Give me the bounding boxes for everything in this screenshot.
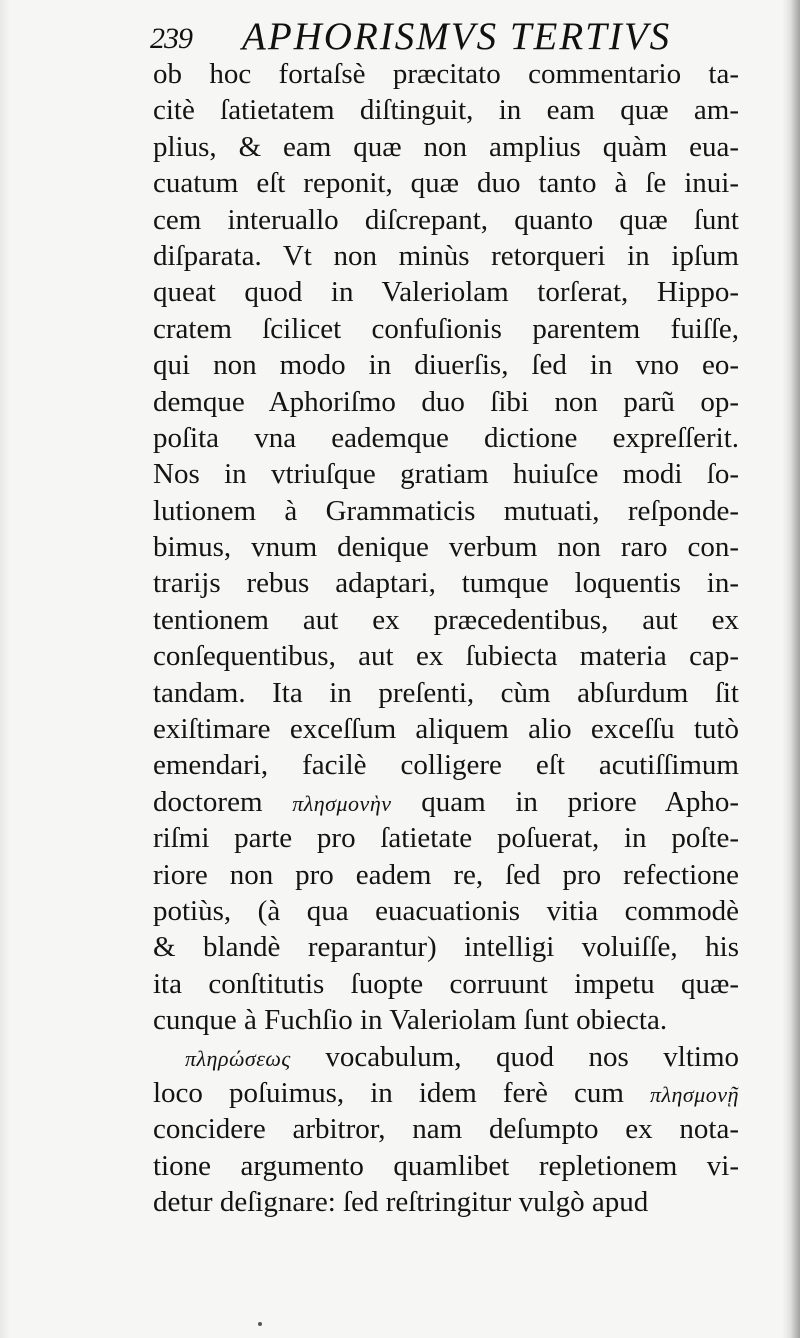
text-line — [153, 784, 739, 820]
text-line: bimus, vnum denique verbum non raro con- — [153, 531, 739, 564]
text-line: emendari, facilè colligere eſt acutiſſimum — [153, 749, 739, 782]
page-gutter-shadow — [782, 0, 800, 1338]
text-line: lutionem à Grammaticis mutuati, reſponde- — [153, 494, 739, 527]
text-line: citè ſatietatem diſtinguit, in eam quæ am- — [153, 94, 739, 127]
paragraph-2 — [153, 1039, 739, 1221]
running-head-title: APHORISMVS TERTIVS — [242, 15, 672, 58]
text-line: ita conſtitutis ſuopte corruunt impetu quæ- — [153, 967, 739, 1000]
text-line: qui non modo in diuerſis, ſed in vno eo- — [153, 349, 739, 382]
print-speck — [258, 1322, 262, 1326]
greek-word: πλησμονῇ — [649, 1081, 739, 1107]
text-line: riore non pro eadem re, ſed pro refectione — [153, 858, 739, 891]
text-line: tandam. Ita in preſenti, cùm abſurdum ſit — [153, 676, 739, 709]
text-line: poſita vna eademque dictione expreſſerit. — [153, 421, 739, 454]
paragraph-1 — [153, 56, 739, 1039]
text-line: potiùs, (à qua euacuationis vitia commodè — [153, 894, 739, 927]
text-line: queat quod in Valeriolam torſerat, Hippo- — [153, 276, 739, 309]
text-line: diſparata. Vt non minùs retorqueri in ipſum — [153, 239, 739, 272]
text-line: trarijs rebus adaptari, tumque loquentis in- — [153, 567, 739, 600]
text-line: ob hoc fortaſsè præcitato commentario ta- — [153, 58, 739, 90]
text-segment: quam in priore Apho- — [391, 785, 739, 818]
text-line: riſmi parte pro ſatietate poſuerat, in poſte- — [153, 822, 739, 855]
text-line: exiſtimare exceſſum aliquem alio exceſſu tutò — [153, 713, 739, 746]
text-line: plius, & eam quæ non amplius quàm eua- — [153, 130, 739, 163]
text-line: tione argumento quamlibet repletionem vi- — [153, 1149, 739, 1182]
text-segment: doctorem — [153, 785, 293, 818]
text-line: tentionem aut ex præcedentibus, aut ex — [153, 603, 739, 636]
body-text — [153, 56, 739, 1221]
text-line: conſequentibus, aut ex ſubiecta materia cap- — [153, 640, 739, 673]
text-line: detur deſignare: ſed reſtringitur vulgò apud — [153, 1186, 649, 1219]
text-segment: vocabulum, quod nos vltimo — [290, 1040, 739, 1073]
text-line: cem interuallo diſcrepant, quanto quæ ſunt — [153, 203, 739, 236]
text-line — [153, 1039, 739, 1075]
text-line: cuatum eſt reponit, quæ duo tanto à ſe inui- — [153, 167, 739, 200]
text-line: cratem ſcilicet confuſionis parentem fuiſſe, — [153, 312, 739, 345]
text-line: Nos in vtriuſque gratiam huiuſce modi ſo- — [153, 458, 739, 491]
page-left-shadow — [0, 0, 10, 1338]
text-line: concidere arbitror, nam deſumpto ex nota- — [153, 1113, 739, 1146]
text-segment: loco poſuimus, in idem ferè cum — [153, 1076, 650, 1109]
greek-word: πληρώσεως — [185, 1045, 291, 1071]
page-number: 239 — [150, 22, 192, 55]
text-line: demque Aphoriſmo duo ſibi non parũ op- — [153, 385, 739, 418]
greek-word: πλησμονὴν — [292, 790, 392, 816]
text-line — [153, 1075, 739, 1111]
text-line: & blandè reparantur) intelligi voluiſſe, his — [153, 931, 739, 964]
text-line: cunque à Fuchſio in Valeriolam ſunt obiecta. — [153, 1004, 668, 1037]
